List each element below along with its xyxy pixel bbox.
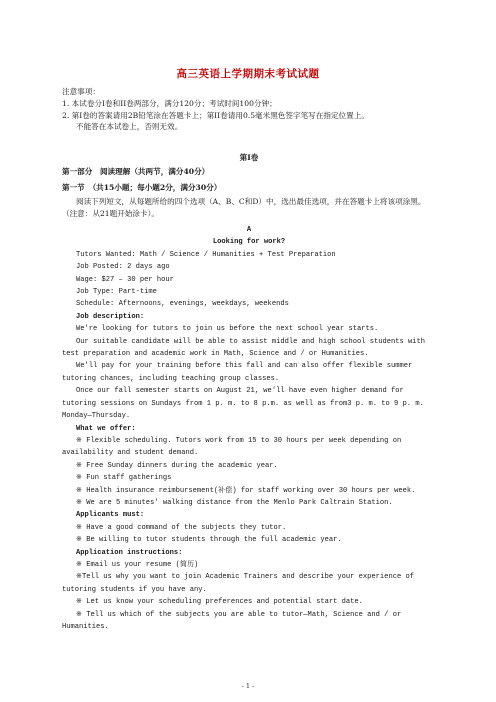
part-heading: 第一部分 阅读理解（共两节，满分40分） [62, 167, 210, 176]
passage-letter: A [246, 226, 252, 234]
passage-line: Job Type: Part-time [76, 288, 157, 297]
applicants-item: ※ Be willing to tutor students through the full academic year. [76, 536, 342, 545]
offer-item: ※ Fun staff gatherings [76, 474, 172, 483]
notes-item-3: 不能答在本试卷上，否则无效。 [76, 122, 183, 132]
section-heading: 第一节 （共15小题；每小题2分，满分30分） [62, 183, 222, 192]
passage-line: Job Posted: 2 days ago [76, 263, 170, 272]
offer-item: ※ We are 5 minutes' walking distance from the Menlo Park Caltrain Station. [76, 498, 393, 507]
application-item: ※ Tell us which of the subjects you are able to tutor—Math, Science and / or Humanities. [62, 610, 402, 631]
page-title: 高三英语上学期期末考试试题 [176, 68, 320, 80]
page-number: - 1 - [241, 682, 255, 690]
job-description-paragraph: We're looking for tutors to join us before the next school year starts. [76, 325, 379, 334]
job-description-paragraph: Once our fall semester starts on August 21, we'll have even higher demand for tutoring sessions on Sundays from 1 p. m. to 8 p.m. as well as from3 p. m. to 9 p. m. Monday—Thursday. [62, 387, 424, 421]
volume-heading: 第I卷 [239, 153, 259, 162]
application-item: ※ Email us your resume (简历) [76, 560, 199, 569]
job-description-paragraph: Our suitable candidate will be able to assist middle and high school students with test preparation and academic work in Math, Science and / or Humanities. [62, 337, 426, 359]
applicants-heading: Applicants must: [76, 511, 145, 520]
offer-item: ※ Health insurance reimbursement(补偿) for staff working over 30 hours per week. [76, 486, 416, 495]
notes-heading: 注意事项： [62, 87, 100, 96]
passage-line: Tutors Wanted: Math / Science / Humanities + Test Preparation [76, 250, 336, 259]
notes-item-1: 1. 本试卷分I卷和II卷两部分，满分120分；考试时间100分钟； [62, 98, 277, 108]
application-heading: Application instructions: [76, 548, 183, 557]
passage-line: Wage: $27 – 30 per hour [76, 275, 174, 284]
passage-line: Schedule: Afternoons, evenings, weekdays, weekends [76, 300, 289, 309]
passage-heading: Looking for work? [212, 238, 286, 247]
notes-item-2: 2. 第I卷的答案请用2B铅笔涂在答题卡上；第II卷请用0.5毫米黑色签字笔写在指定位置上。 [62, 110, 369, 120]
application-item: ※ Let us know your scheduling preferences and potential start date. [76, 598, 363, 607]
passage-a [62, 224, 436, 633]
notes-section [62, 86, 436, 133]
section-instructions: 阅读下列短文，从每题所给的四个选项（A、B、C和D）中，选出最佳选项，并在答题卡上将该项涂黑。（注意：从21题开始涂卡）。 [62, 197, 426, 218]
applicants-item: ※ Have a good command of the subjects they tutor. [76, 523, 287, 532]
offer-item: ※ Flexible scheduling. Tutors work from 15 to 30 hours per week depending on availability and student demand. [62, 436, 402, 458]
job-description-paragraph: We'll pay for your training before this fall and can also offer flexible summer tutoring chances, including teaching group classes. [62, 362, 413, 383]
offer-item: ※ Free Sunday dinners during the academic year. [76, 461, 278, 470]
job-description-heading: Job description: [76, 312, 145, 321]
offer-heading: What we offer: [76, 424, 136, 433]
application-item: ※Tell us why you want to join Academic Trainers and describe your experience of tutoring students if you have any. [62, 573, 414, 594]
